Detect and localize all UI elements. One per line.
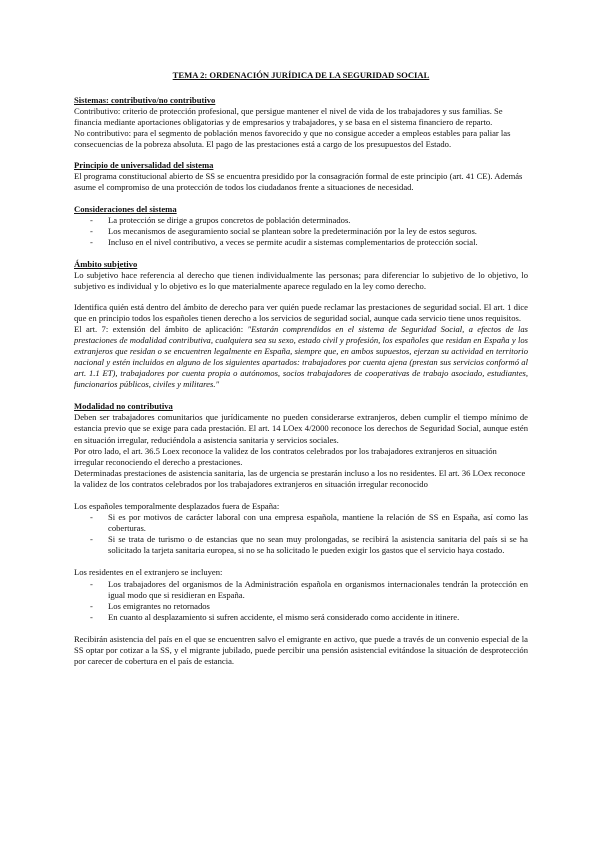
dash-bullet: - [90,512,93,523]
paragraph-modalidad-3: Determinadas prestaciones de asistencia sanitaria, las de urgencia se prestarán incluso a los no residentes. El art. 36 LOex reconoce la validez de los contratos celebrados por los trabajadores extranjeros en situación irregular reconocido [74,467,526,489]
paragraph-universalidad: El programa constitucional abierto de SS se encuentra presidido por la consagración formal de este principio (art. 41 CE). Además asume el compromiso de una protección de todos los ciudadanos frente a situaciones de necesidad. [74,170,523,192]
section-heading-universalidad: Principio de universalidad del sistema [74,159,214,170]
dash-bullet: - [90,578,93,589]
dash-bullet: - [90,611,93,622]
list-desplazados [74,512,528,556]
paragraph-no-contributivo: No contributivo: para el segmento de población menos favorecido y que no consigue acceder a empleos estables para paliar las consecuencias de la pobreza absoluta. El pago de las prestaciones está a cargo de los presupuestos del Estado. [74,128,511,150]
paragraph-ambito-3 [74,324,528,391]
list-item: - En cuanto al desplazamiento si sufren accidente, el mismo será considerado como accidente in itinere. [90,611,460,622]
section-heading-consideraciones: Consideraciones del sistema [74,203,177,214]
dash-bullet: - [90,214,93,225]
paragraph-ambito-2: Identifica quién está dentro del ámbito de derecho para ver quién puede reclamar las prestaciones de seguridad social. El art. 1 dice que en principio todos los españoles tienen derecho a los servicios de seguridad social, aunque cada servicio tiene unos requisitos. [74,301,528,323]
list-consideraciones [74,215,528,248]
list-item: - Los trabajadores del organismos de la Administración española en organismos internacionales tendrán la protección en igual modo que si residieran en España. [90,578,528,600]
paragraph-modalidad-1: Deben ser trabajadores comunitarios que jurídicamente no pueden considerarse extranjeros, deben cumplir el tiempo mínimo de estancia previo que se exige para cada prestación. El art. 14 LOex 4/2000 reconoce los derechos de Seguridad Social, aunque estén en situación irregular, reduciéndola a asistencia sanitaria y servicios sociales. [74,412,528,445]
dash-bullet: - [90,237,93,248]
paragraph-residentes-intro: Los residentes en el extranjero se incluyen: [74,567,223,578]
paragraph-desplazados-intro: Los españoles temporalmente desplazados fuera de España: [74,501,280,511]
dash-bullet: - [90,226,93,237]
list-residentes [74,579,528,623]
paragraph-modalidad-2: Por otro lado, el art. 36.5 Loex reconoce la validez de los contratos celebrados por los trabajadores extranjeros en situación irregular reconociendo el derecho a prestaciones. [74,445,497,467]
dash-bullet: - [90,600,93,611]
paragraph-contributivo: Contributivo: criterio de protección profesional, que persigue mantener el nivel de vida de los trabajadores y sus familias. Se financia mediante aportaciones obligatorias y de empresarios y trabajadores, y se basa en el sistema financiero de reparto. [74,106,503,128]
list-item: - La protección se dirige a grupos concretos de población determinados. [90,214,351,225]
section-heading-modalidad: Modalidad no contributiva [74,401,173,412]
paragraph-ambito-1: Lo subjetivo hace referencia al derecho que tienen individualmente las personas; para diferenciar lo subjetivo de lo objetivo, lo subjetivo es individual y lo objetivo es lo que materialmente aparece regulado en la ley como derecho. [74,270,528,292]
list-item: - Incluso en el nivel contributivo, a veces se permite acudir a sistemas complementarios de protección social. [90,237,478,248]
page-title: TEMA 2: ORDENACIÓN JURÍDICA DE LA SEGURIDAD SOCIAL [172,70,430,80]
paragraph-final: Recibirán asistencia del país en el que se encuentren salvo el emigrante en activo, que puede a través de un convenio especial de la SS optar por cotizar a la SS, y el migrante jubilado, puede percibir una pensión asistencial evitándose la situación de desprotección por carecer de cobertura en el país de estancia. [74,633,528,667]
list-item: - Si se trata de turismo o de estancias que no sean muy prolongadas, se recibirá la asistencia sanitaria del país si se ha solicitado la tarjeta sanitaria europea, si no se ha solicitado le pueden exigir los gastos que el servicio haya costado. [90,534,528,556]
list-item: - Si es por motivos de carácter laboral con una empresa española, mantiene la relación de SS en España, así como las coberturas. [90,512,528,534]
list-item: - Los mecanismos de aseguramiento social se plantean sobre la predeterminación por la ley de estos seguros. [90,226,477,237]
article-7-quote: "Estarán comprendidos en el sistema de Seguridad Social, a efectos de las prestaciones de modalidad contributiva, cualquiera sea su sexo, estado civil y profesión, los españoles que residan en España y los extranjeros que residan o se encuentren legalmente en España, siempre que, en ambos supuestos, ejerzan su actividad en territorio nacional y estén incluidos en alguno de los siguientes apartados: trabajadores por cuenta ajena (prestan sus servicios conformó al art. 1.1 ET), trabajadores por cuenta propia o autónomos, socios trabajadores de cooperativas de trabajo asociado, estudiantes, funcionarios públicos, civiles y militares." [74,323,528,390]
article-7-intro: El art. 7: extensión del ámbito de aplicación: [74,323,248,334]
section-heading-ambito: Ámbito subjetivo [74,259,138,270]
list-item: - Los emigrantes no retornados [90,600,210,611]
dash-bullet: - [90,534,93,545]
section-heading-sistemas: Sistemas: contributivo/no contributivo [74,95,216,106]
